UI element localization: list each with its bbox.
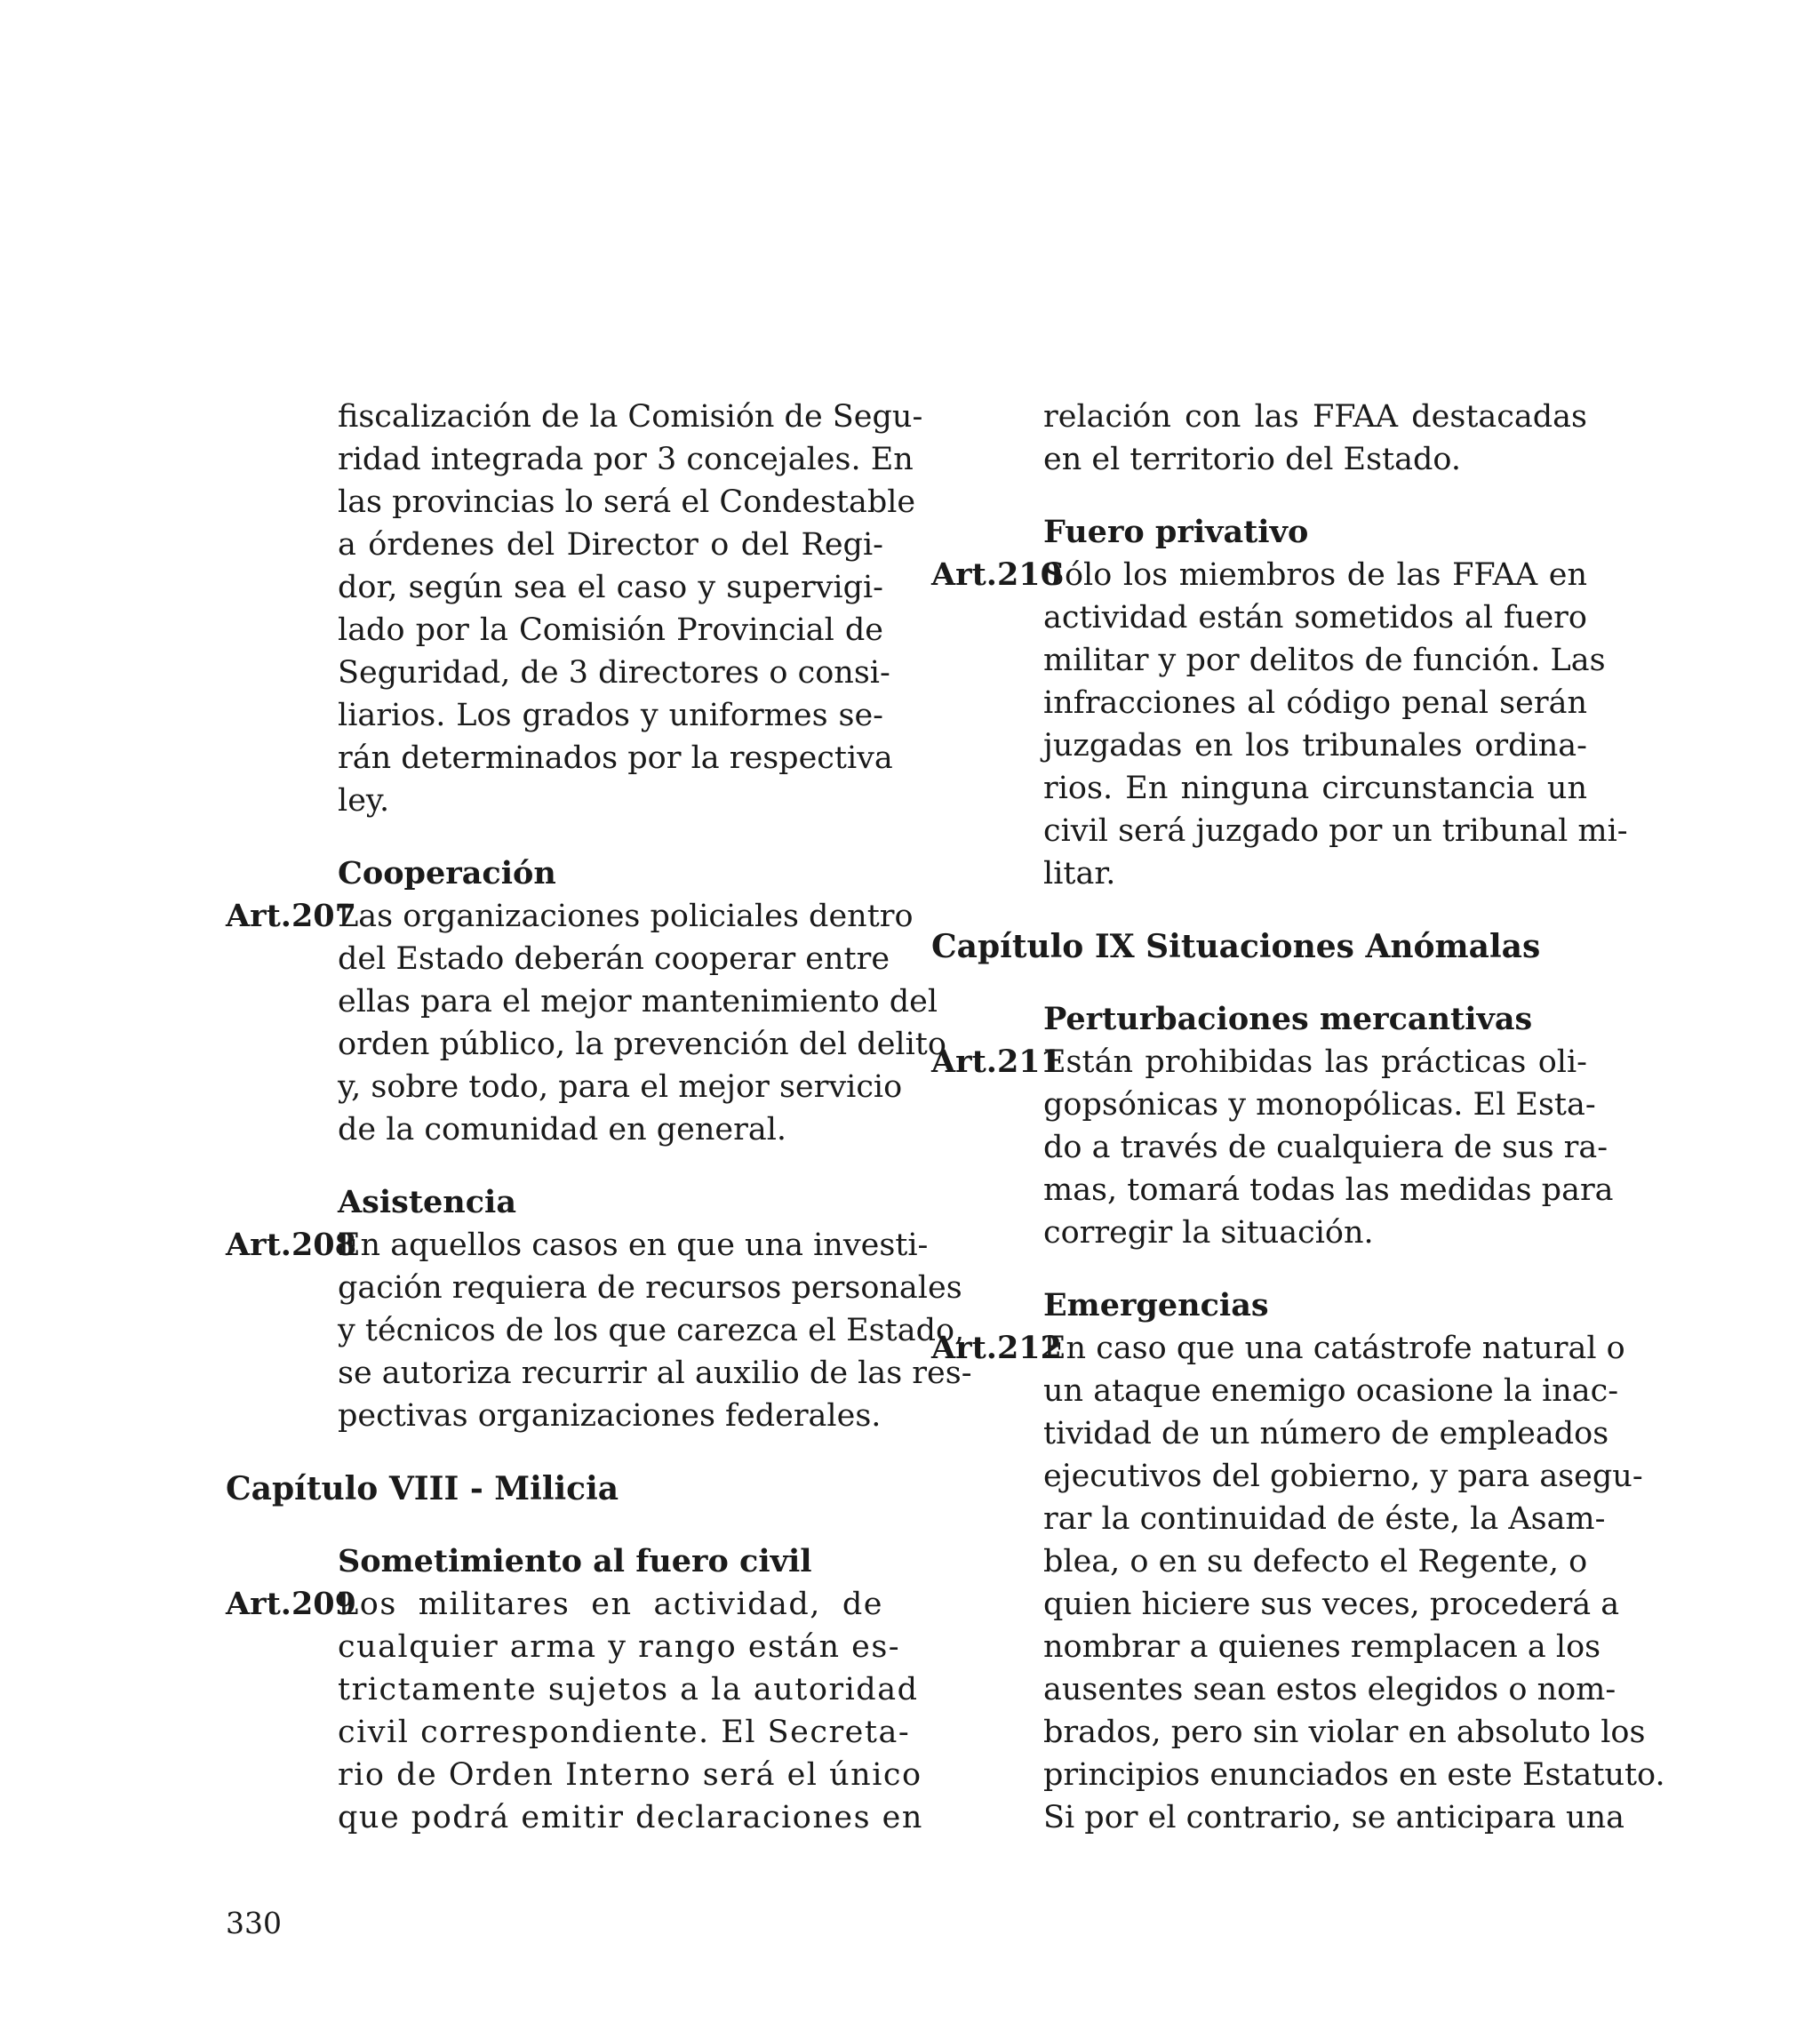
chapter-heading-viii: Capítulo VIII - Milicia bbox=[226, 1470, 619, 1507]
text-line: del Estado deberán cooperar entre bbox=[338, 941, 890, 977]
text-line: trictamente sujetos a la autoridad bbox=[338, 1672, 919, 1707]
article-212 bbox=[931, 1327, 1665, 1839]
text-line: nombrar a quienes remplacen a los bbox=[1043, 1629, 1601, 1665]
text-line: en el territorio del Estado. bbox=[1043, 442, 1461, 477]
text-line: Están prohibidas las prácticas oli- bbox=[1043, 1044, 1587, 1080]
continued-paragraph bbox=[931, 396, 1587, 481]
text-line: dor, según sea el caso y supervigi- bbox=[338, 570, 883, 605]
text-line: Sólo los miembros de las FFAA en bbox=[1043, 557, 1587, 593]
text-line: juzgadas en los tribunales ordina- bbox=[1043, 728, 1587, 764]
text-line: rán determinados por la respectiva bbox=[338, 740, 893, 776]
text-line: de la comunidad en general. bbox=[338, 1112, 787, 1147]
text-line: Seguridad, de 3 directores o consi- bbox=[338, 655, 890, 691]
text-line: litar. bbox=[1043, 856, 1116, 892]
text-line: ausentes sean estos elegidos o nom- bbox=[1043, 1672, 1616, 1707]
text-line: civil correspondiente. El Secreta- bbox=[338, 1715, 911, 1750]
text-line: cualquier arma y rango están es- bbox=[338, 1629, 901, 1665]
text-line: Los militares en actividad, de bbox=[338, 1587, 883, 1622]
article-label: Art.211 bbox=[931, 1043, 1063, 1080]
text-line: corregir la situación. bbox=[1043, 1215, 1374, 1251]
text-line: actividad están sometidos al fuero bbox=[1043, 600, 1587, 636]
chapter-heading-ix: Capítulo IX Situaciones Anómalas bbox=[931, 928, 1541, 965]
text-line: Si por el contrario, se anticipara una bbox=[1043, 1800, 1624, 1835]
text-line: rio de Orden Interno será el único bbox=[338, 1757, 922, 1793]
text-line: do a través de cualquiera de sus ra- bbox=[1043, 1130, 1608, 1165]
intro-paragraph bbox=[226, 396, 923, 822]
text-line: pectivas organizaciones federales. bbox=[338, 1398, 882, 1434]
text-line: lado por la Comisión Provincial de bbox=[338, 612, 883, 648]
right-column bbox=[931, 396, 1665, 1839]
text-line: blea, o en su defecto el Regente, o bbox=[1043, 1544, 1588, 1579]
text-line: mas, tomará todas las medidas para bbox=[1043, 1172, 1614, 1208]
section-heading-emergencias: Emergencias bbox=[1043, 1287, 1269, 1323]
text-line: principios enunciados en este Estatuto. bbox=[1043, 1757, 1665, 1793]
text-line: se autoriza recurrir al auxilio de las res- bbox=[338, 1355, 972, 1391]
article-label: Art.212 bbox=[931, 1330, 1063, 1366]
text-line: las provincias lo será el Condestable bbox=[338, 484, 916, 520]
text-line: ridad integrada por 3 concejales. En bbox=[338, 442, 914, 477]
text-line: y, sobre todo, para el mejor servicio bbox=[338, 1069, 903, 1105]
text-line: relación con las FFAA destacadas bbox=[1043, 399, 1587, 435]
article-210 bbox=[931, 554, 1628, 895]
section-heading-asistencia: Asistencia bbox=[338, 1184, 517, 1220]
article-208 bbox=[226, 1224, 972, 1437]
article-label: Art.208 bbox=[226, 1227, 357, 1263]
article-207 bbox=[226, 895, 946, 1151]
text-line: orden público, la prevención del delito bbox=[338, 1027, 946, 1062]
text-line: En caso que una catástrofe natural o bbox=[1043, 1331, 1625, 1366]
text-line: brados, pero sin violar en absoluto los bbox=[1043, 1715, 1646, 1750]
text-line: gopsónicas y monopólicas. El Esta- bbox=[1043, 1087, 1596, 1123]
text-line: tividad de un número de empleados bbox=[1043, 1416, 1609, 1451]
text-line: y técnicos de los que carezca el Estado, bbox=[338, 1313, 965, 1348]
text-line: infracciones al código penal serán bbox=[1043, 685, 1587, 721]
text-line: que podrá emitir declaraciones en bbox=[338, 1800, 923, 1835]
article-label: Art.207 bbox=[226, 898, 357, 934]
article-label: Art.209 bbox=[226, 1586, 357, 1622]
text-line: fiscalización de la Comisión de Segu- bbox=[338, 399, 923, 435]
page-number: 330 bbox=[226, 1906, 282, 1940]
text-line: rar la continuidad de éste, la Asam- bbox=[1043, 1501, 1606, 1537]
text-line: quien hiciere sus veces, procederá a bbox=[1043, 1587, 1620, 1622]
text-line: rios. En ninguna circunstancia un bbox=[1043, 771, 1587, 806]
section-heading-fuero-privativo: Fuero privativo bbox=[1043, 514, 1309, 550]
text-line: En aquellos casos en que una investi- bbox=[338, 1227, 929, 1263]
article-label: Art.210 bbox=[931, 556, 1063, 593]
text-line: liarios. Los grados y uniformes se- bbox=[338, 698, 883, 733]
text-line: ley. bbox=[338, 783, 390, 819]
text-line: ellas para el mejor mantenimiento del bbox=[338, 984, 938, 1019]
text-line: a órdenes del Director o del Regi- bbox=[338, 527, 883, 563]
article-209 bbox=[226, 1583, 923, 1839]
text-line: militar y por delitos de función. Las bbox=[1043, 643, 1606, 678]
text-line: civil será juzgado por un tribunal mi- bbox=[1043, 813, 1628, 849]
text-line: ejecutivos del gobierno, y para asegu- bbox=[1043, 1459, 1643, 1494]
section-heading-sometimiento: Sometimiento al fuero civil bbox=[338, 1543, 812, 1579]
section-heading-perturbaciones: Perturbaciones mercantivas bbox=[1043, 1001, 1533, 1037]
article-211 bbox=[931, 1041, 1614, 1254]
section-heading-cooperacion: Cooperación bbox=[338, 855, 556, 892]
text-line: gación requiera de recursos personales bbox=[338, 1270, 962, 1306]
text-line: Las organizaciones policiales dentro bbox=[338, 899, 914, 934]
text-line: un ataque enemigo ocasione la inac- bbox=[1043, 1373, 1619, 1409]
left-column bbox=[226, 396, 972, 1839]
